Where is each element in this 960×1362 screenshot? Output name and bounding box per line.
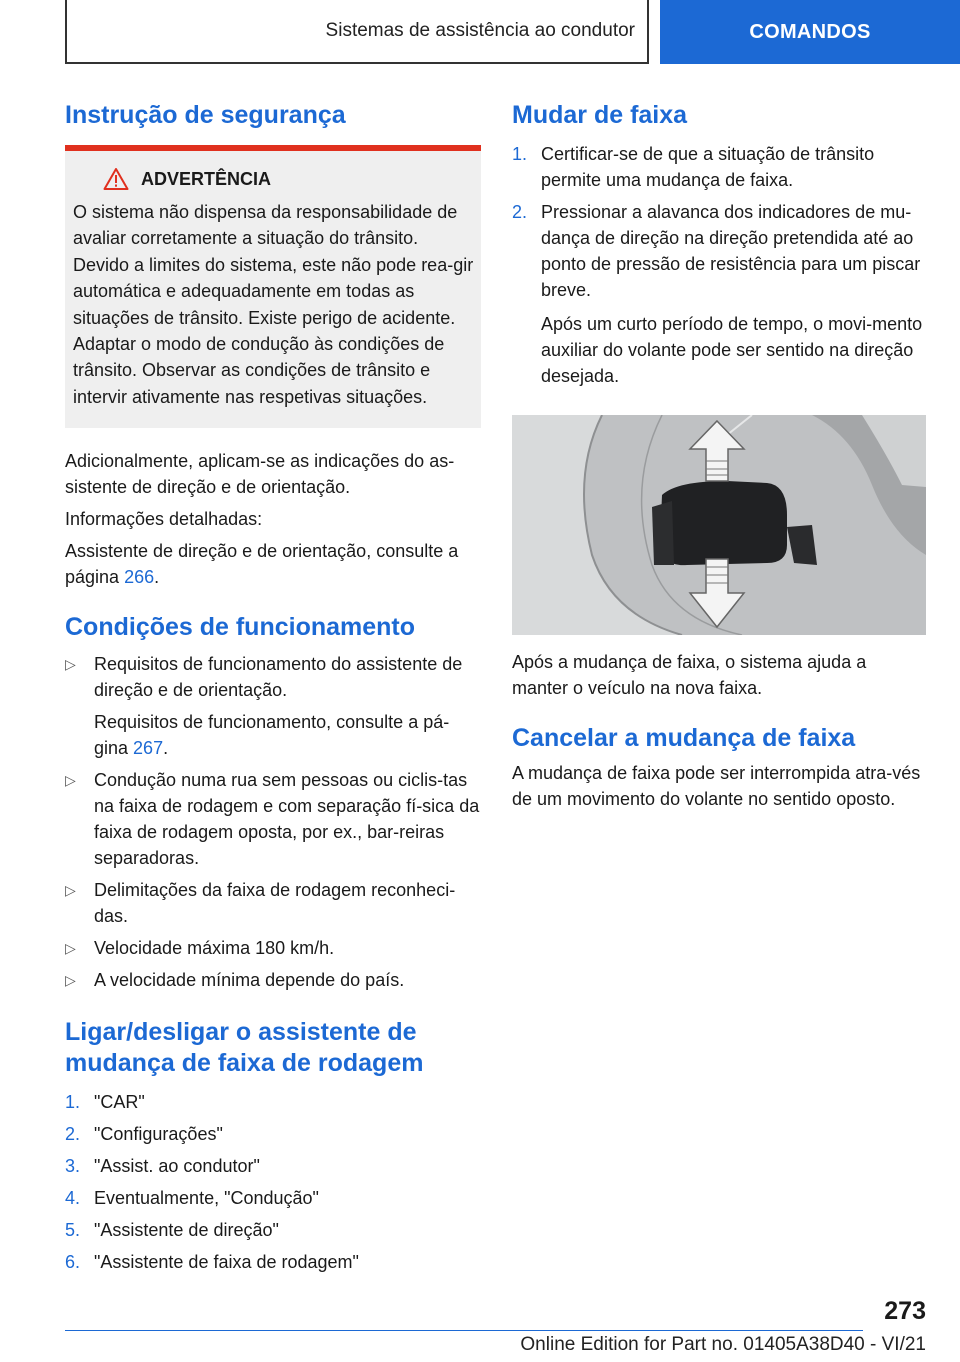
chapter-tab[interactable] xyxy=(660,0,960,64)
list-item: 5. "Assistente de direção" xyxy=(65,1220,279,1241)
list-item: 2. Pressionar a alavanca dos indicadores de mu-dança de direção na direção pretendida até ao ponto de pressão de resistência para um piscar breve. Após um curto período de tempo, o movi-mento auxiliar do volante pode ser sentido na direção desejada. xyxy=(512,202,923,386)
list-item: 6. "Assistente de faixa de rodagem" xyxy=(65,1252,359,1273)
warning-box xyxy=(65,151,481,428)
conditions-list xyxy=(65,651,481,993)
change-lane-heading: Mudar de faixa xyxy=(512,101,688,129)
toggle-steps xyxy=(65,1089,481,1275)
edition-footer: Online Edition for Part no. 01405A38D40 - VI/21 xyxy=(520,1334,926,1355)
warning-title xyxy=(73,165,475,193)
triangle-bullet-icon: ▷ xyxy=(65,972,76,989)
chapter-tab-label: COMANDOS xyxy=(749,20,871,43)
list-item: ▷ Delimitações da faixa de rodagem reconheci-das. xyxy=(65,877,481,929)
list-item: 1. Certificar-se de que a situação de trânsito permite uma mudança de faixa. xyxy=(512,144,875,190)
list-item: 4. Eventualmente, "Condução" xyxy=(65,1188,319,1209)
triangle-bullet-icon: ▷ xyxy=(65,940,76,957)
list-item: 3. "Assist. ao condutor" xyxy=(65,1156,260,1177)
safety-heading: Instrução de segurança xyxy=(65,101,346,129)
change-lane-steps xyxy=(512,141,926,389)
page-link-266[interactable]: 266 xyxy=(124,567,155,588)
cancel-heading: Cancelar a mudança de faixa xyxy=(512,724,856,752)
turn-signal-lever-photo xyxy=(512,415,926,635)
list-item: ▷ Requisitos de funcionamento do assistente de direção e de orientação. Requisitos de funcionamento, consulte a pá-gina 267. xyxy=(65,651,481,761)
warning-label: ADVERTÊNCIA xyxy=(141,168,272,189)
after-photo-text: Após a mudança de faixa, o sistema ajuda a manter o veículo na nova faixa. xyxy=(512,652,867,698)
page-link-267[interactable]: 267 xyxy=(133,738,164,759)
page-number: 273 xyxy=(884,1297,926,1325)
list-item: 2. "Configurações" xyxy=(65,1124,223,1145)
list-item: ▷ Condução numa rua sem pessoas ou ciclis-tas na faixa de rodagem e com separação fí-sica da faixa de rodagem oposta, por ex., bar-reiras separadoras. xyxy=(65,767,481,871)
details-reference: Assistente de direção e de orientação, consulte a página 266. xyxy=(65,541,459,588)
list-item: 1. "CAR" xyxy=(65,1092,145,1113)
triangle-bullet-icon: ▷ xyxy=(65,772,76,789)
conditions-heading: Condições de funcionamento xyxy=(65,613,416,642)
triangle-bullet-icon: ▷ xyxy=(65,656,76,673)
header-section-title xyxy=(65,0,649,64)
cancel-text: A mudança de faixa pode ser interrompida atra-vés de um movimento do volante no sentido oposto. xyxy=(512,763,921,809)
lever-illustration xyxy=(512,415,926,635)
toggle-heading: Ligar/desligar o assistente de mudança de faixa de rodagem xyxy=(65,1018,424,1078)
triangle-bullet-icon: ▷ xyxy=(65,882,76,899)
section-title: Sistemas de assistência ao condutor xyxy=(325,20,635,41)
warning-text: O sistema não dispensa da responsabilidade de avaliar corretamente a situação do trânsito. Devido a limites do sistema, este não pode rea-gir automática e adequadamente em todas as situações de trânsito. Existe perigo de acidente. Adaptar o modo de condução às condições de trânsito. Observar as condições de trânsito e intervir ativamente nas respetivas situações. xyxy=(73,202,474,407)
left-column xyxy=(65,100,481,1275)
right-column xyxy=(512,100,926,812)
list-item: ▷ A velocidade mínima depende do país. xyxy=(65,967,481,993)
details-label: Informações detalhadas: xyxy=(65,509,263,530)
additional-text: Adicionalmente, aplicam-se as indicações do as-sistente de direção e de orientação. xyxy=(65,451,455,498)
list-item: ▷ Velocidade máxima 180 km/h. xyxy=(65,935,481,961)
footer-divider xyxy=(65,1330,863,1331)
warning-triangle-icon xyxy=(103,167,129,191)
